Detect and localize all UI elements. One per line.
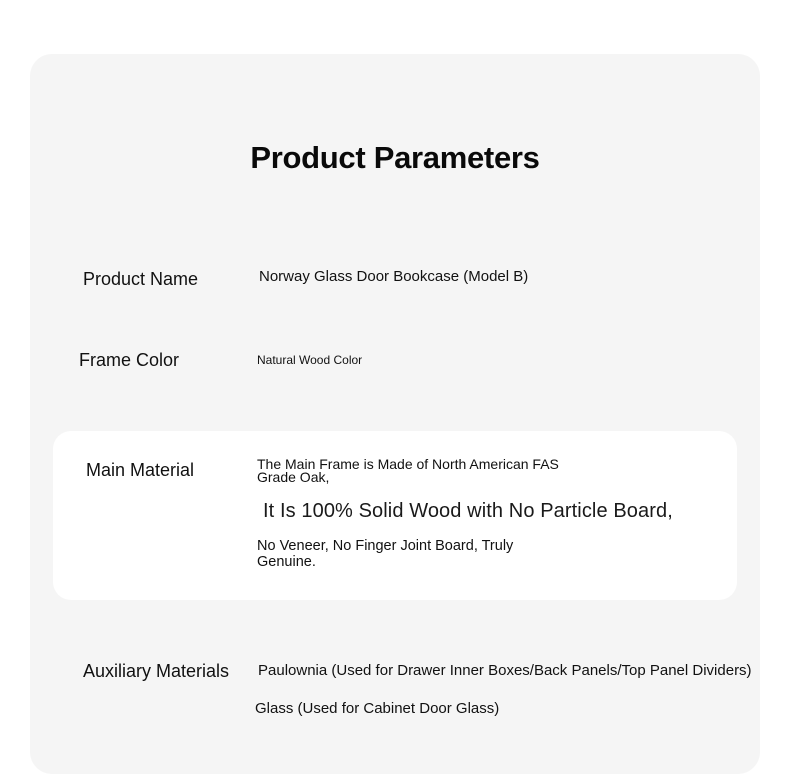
main-material-emphasis: It Is 100% Solid Wood with No Particle Board, [263, 500, 673, 522]
frame-color-label: Frame Color [79, 350, 180, 370]
main-material-description [257, 458, 559, 484]
auxiliary-materials-value-1: Paulownia (Used for Drawer Inner Boxes/Back Panels/Top Panel Dividers) [258, 662, 752, 679]
auxiliary-materials-value-2: Glass (Used for Cabinet Door Glass) [255, 700, 500, 717]
main-material-line-2: Grade Oak, [257, 469, 330, 485]
main-material-label: Main Material [86, 460, 195, 480]
product-name-label: Product Name [83, 269, 199, 289]
main-material-line-4: Genuine. [257, 554, 316, 570]
product-name-value: Norway Glass Door Bookcase (Model B) [259, 268, 529, 285]
main-material-line-1: The Main Frame is Made of North American FAS [257, 456, 559, 472]
frame-color-value: Natural Wood Color [257, 353, 363, 367]
main-material-line-3: No Veneer, No Finger Joint Board, Truly [257, 538, 514, 554]
page-title: Product Parameters [250, 140, 540, 175]
auxiliary-materials-label: Auxiliary Materials [83, 661, 230, 681]
main-material-note [257, 538, 513, 570]
